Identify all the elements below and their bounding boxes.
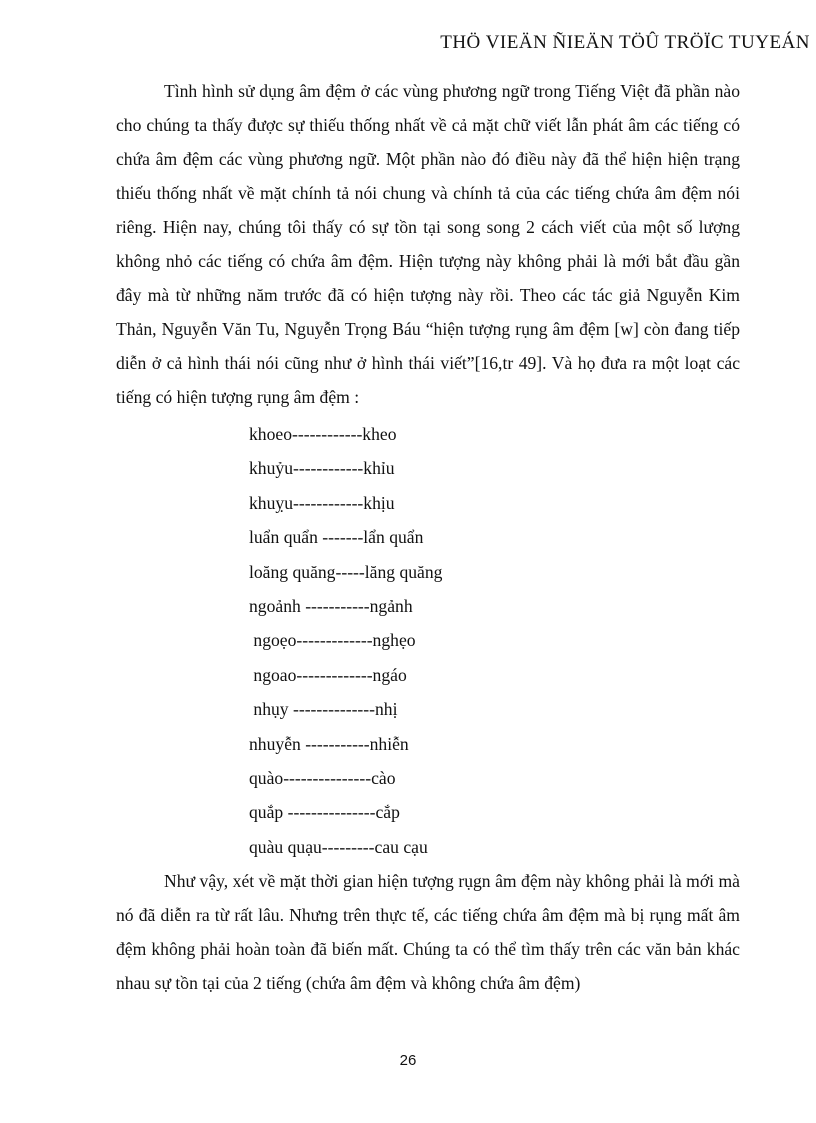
word-pair: quắp ---------------cắp [249, 802, 400, 823]
word-pair-list [249, 417, 442, 864]
paragraph-intro-text: Tình hình sử dụng âm đệm ở các vùng phương ngữ trong Tiếng Việt đã phần nào cho chúng ta thấy được sự thiếu thống nhất về cả mặt chữ viết lẫn phát âm các tiếng có chứa âm đệm các vùng phương ngữ. Một phần nào đó điều này đã thể hiện hiện trạng thiếu thống nhất về mặt chính tả nói chung và chính tả của các tiếng chứa âm đệm nói riêng. Hiện nay, chúng tôi thấy có sự tồn tại song song 2 cách viết của một số lượng không nhỏ các tiếng có chứa âm đệm. Hiện tượng này không phải là mới bắt đầu gần đây mà từ những năm trước đã có hiện tượng này rồi. Theo các tác giả Nguyễn Kim Thản, Nguyễn Văn Tu, Nguyễn Trọng Báu “hiện tượng rụng âm đệm [w] còn đang tiếp diễn ở cả hình thái nói cũng như ở hình thái viết”[16,tr 49]. Và họ đưa ra một loạt các tiếng có hiện tượng rụng âm đệm : [116, 81, 740, 407]
word-pair: luẩn quẩn -------lẩn quẩn [249, 527, 424, 548]
word-pair: loăng quăng-----lăng quăng [249, 561, 443, 582]
word-pair: nhuyễn -----------nhiễn [249, 733, 409, 754]
paragraph-conclusion [116, 864, 740, 1000]
paragraph-intro [116, 74, 740, 414]
word-pair: ngoao-------------ngáo [249, 664, 407, 685]
word-pair: ngoảnh -----------ngảnh [249, 595, 413, 616]
word-pair: quàu quạu---------cau cạu [249, 836, 428, 857]
page-number: 26 [399, 1052, 417, 1069]
library-header: THÖ VIEÄN ÑIEÄN TÖÛ TRÖÏC TUYEÁN [440, 32, 810, 53]
word-pair: khuỷu------------khỉu [249, 458, 395, 479]
word-pair: quào---------------cào [249, 767, 396, 788]
word-pair: nhụy --------------nhị [249, 699, 398, 720]
word-pair: khuỵu------------khịu [249, 492, 395, 513]
paragraph-conclusion-text: Như vậy, xét về mặt thời gian hiện tượng rụgn âm đệm này không phải là mới mà nó đã diễn ra từ rất lâu. Nhưng trên thực tế, các tiếng chứa âm đệm mà bị rụng mất âm đệm không phải hoàn toàn đã biến mất. Chúng ta có thể tìm thấy trên các văn bản khác nhau sự tồn tại của 2 tiếng (chứa âm đệm và không chứa âm đệm) [116, 871, 740, 993]
word-pair: ngoẹo-------------nghẹo [249, 630, 416, 651]
word-pair: khoeo------------kheo [249, 424, 397, 444]
